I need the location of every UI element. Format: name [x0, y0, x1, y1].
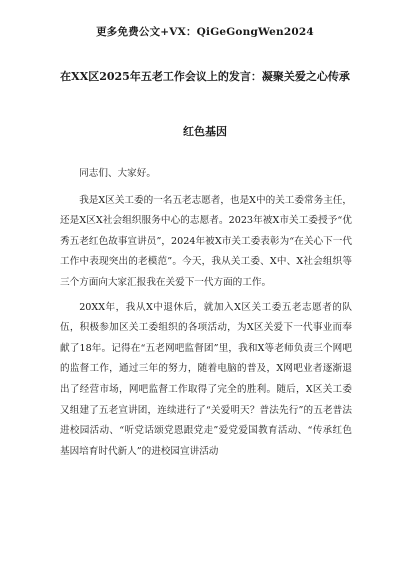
history-paragraph: 20XX年，我从X中退休后，就加入X区关工委五老志愿者的队伍，积极参加区关工委组织的各项活动，为X区关爱下一代事业而奉献了18年。记得在“五老网吧监督团”里，我和X等老师负责三个网吧的监督工作，通过三年的努力，随着电脑的普及，X网吧业者逐渐退出了经营市场，网吧监督工作取得了完全的胜利。随后，X区关工委又组建了五老宣讲团，连续进行了“关爱明天？普法先行”的五老普法进校园活动、“听党话颂党恩跟党走”爱党爱国教育活动、“传承红色基因培育时代新人”的进校园宣讲活动: [60, 301, 352, 457]
document-body: [60, 164, 352, 462]
document-title-line-2: 红色基因: [183, 125, 227, 138]
introduction-paragraph: 我是X区关工委的一名五老志愿者，也是X中的关工委常务主任，还是X区X社会组织服务中心的志愿者。2023年被X市关工委授予“优秀五老红色故事宣讲员”，2024年被X市关工委表彰为“在关心下一代工作中表现突出的老模范”。今天，我从关工委、X中、X社会组织等三个方面向大家汇报我在关爱下一代方面的工作。: [60, 194, 352, 288]
document-title-line-1: 在XX区2025年五老工作会议上的发言：凝聚关爱之心传承: [60, 70, 350, 83]
promo-header: 更多免费公文+VX：QiGeGongWen2024: [96, 26, 314, 38]
greeting-paragraph: 同志们、大家好。: [79, 168, 156, 179]
